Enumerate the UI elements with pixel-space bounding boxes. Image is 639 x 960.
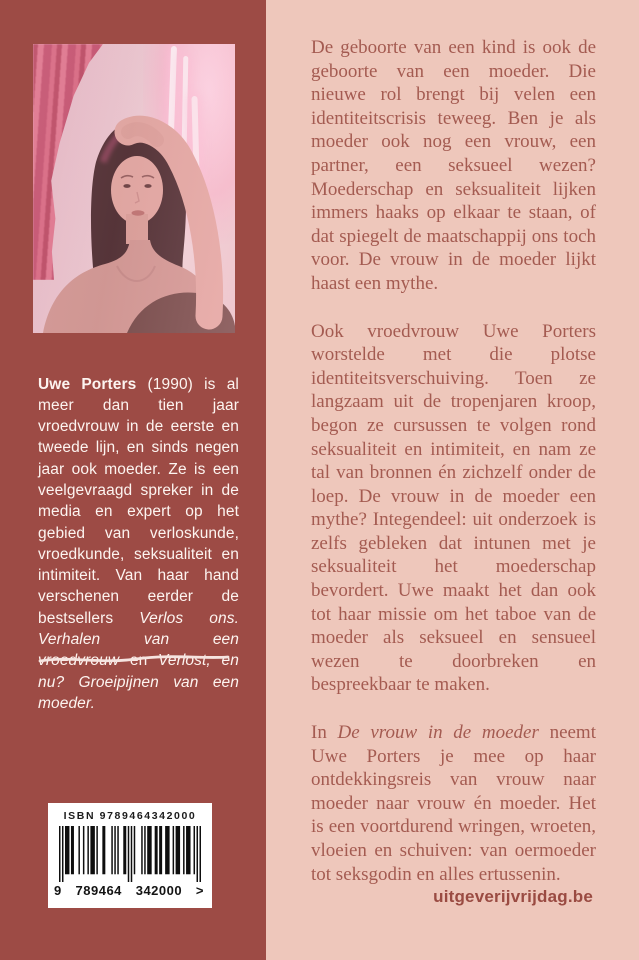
bio-text: (1990) is al meer dan tien jaar vroedvrouw in de eerste en tweede lijn, en sinds negen jaar ook moeder. Ze is een veelgevraagd spreker in de media en expert op het gebied van verloskunde, vroedkunde, seksualiteit en intimiteit. Van haar hand verschenen eerder de bestsellers	[38, 375, 239, 627]
author-portrait-figure	[33, 44, 235, 333]
blurb-paragraph-1: De geboorte van een kind is ook de geboorte van een moeder. Die nieuwe rol brengt bij velen een identiteitscrisis teweeg. Ben je als moeder ook nog een vrouw, een partner, een seksueel wezen? Moederschap en seksualiteit lijken immers haaks op elkaar te staan, of dat spiegelt de maatschappij ons toch voor. De vrouw in de moeder lijkt haast een mythe.	[311, 37, 596, 294]
book-title-1: Verlos ons. Verhalen van een vroedvrouw	[38, 609, 239, 670]
isbn-label: ISBN 9789464342000	[63, 810, 197, 822]
barcode-bars	[59, 826, 201, 882]
blurb-text: In	[311, 722, 338, 744]
barcode-digits	[54, 883, 204, 898]
left-panel	[0, 0, 266, 960]
book-title-2: Verlost, en nu? Groeipijnen van een moeder.	[38, 652, 239, 712]
publisher-website: uitgeverijvrijdag.be	[433, 887, 593, 906]
digit-group: 789464	[75, 883, 122, 898]
author-photo	[33, 44, 235, 333]
barcode	[48, 803, 212, 908]
author-name: Uwe Porters	[38, 375, 137, 393]
back-cover-blurb	[311, 36, 596, 910]
blurb-paragraph-3	[311, 721, 596, 886]
barcode-arrow: >	[195, 883, 204, 898]
blurb-paragraph-2: Ook vroedvrouw Uwe Porters worstelde met die plotse identiteitsverschuiving. Toen ze langzaam uit de tropenjaren kroop, begon ze cursussen te volgen rond seksualiteit en intimiteit, en nam ze tal van bronnen én zichzelf onder de loep. De vrouw in de moeder een mythe? Integendeel: uit onderzoek is zelfs gebleken dat intunen met je seksualiteit het moederschap bevordert. Uwe maakt het dan ook tot haar missie om het taboe van de moeder als seksueel en sensueel wezen te doorbreken en bespreekbaar te maken.	[311, 320, 596, 696]
digit-group: 9	[54, 883, 62, 898]
book-title-main: De vrouw in de moeder	[337, 722, 539, 744]
blurb-text: neemt Uwe Porters je mee op haar ontdekkingsreis van vrouw naar moeder naar vrouw én moeder. Het is een voortdurend wringen, wroeten, vloeien en schuiven: van oermoeder tot seksgodin en alles ertussenin.	[311, 722, 596, 885]
squiggle-divider	[38, 651, 231, 670]
bio-text: en	[119, 652, 159, 670]
digit-group: 342000	[135, 883, 183, 898]
